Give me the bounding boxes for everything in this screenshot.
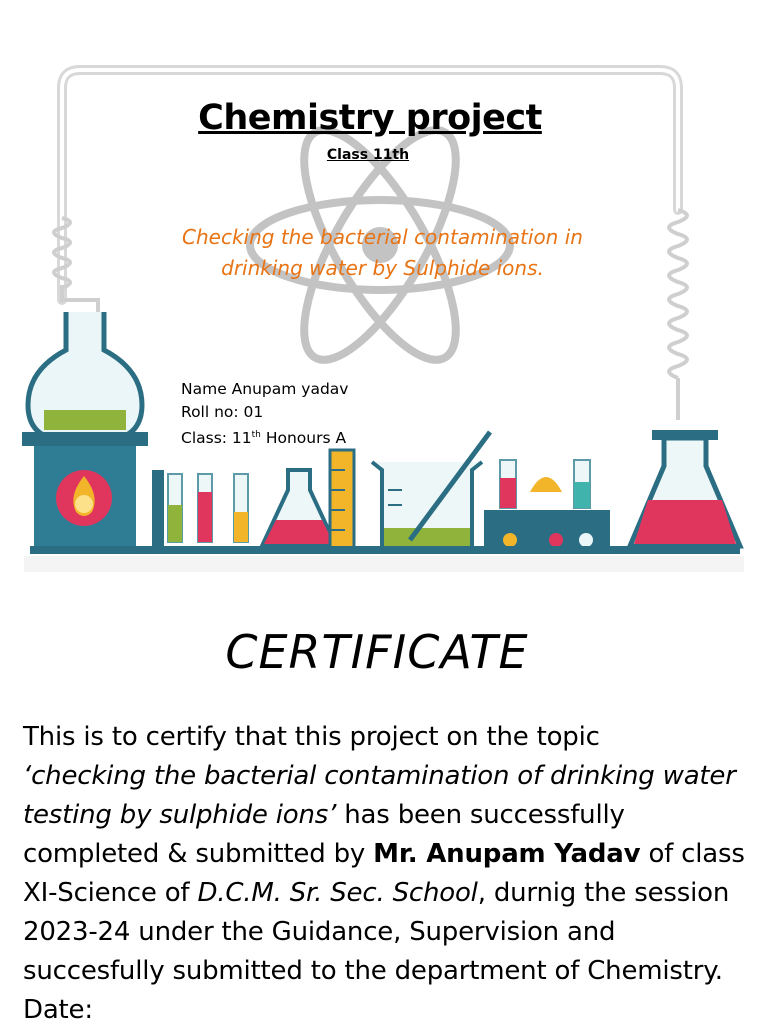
certificate-school: D.C.M. Sr. Sec. School (197, 878, 478, 908)
cover-topic-line-2: drinking water by Sulphide ions. (221, 256, 544, 280)
lab-shelf (30, 546, 740, 554)
student-class-sup: th (251, 430, 261, 440)
beaker-icon (372, 432, 490, 548)
student-class-prefix: Class: 11 (181, 429, 252, 448)
tube-tray-icon (484, 460, 610, 548)
student-name: Name Anupam yadav (181, 380, 349, 398)
lab-shelf-shadow (24, 556, 744, 572)
certificate-text-2: of class XI-Science of (23, 839, 745, 908)
student-info (181, 378, 348, 450)
coil-right-icon (669, 210, 687, 420)
student-roll: Roll no: 01 (181, 403, 264, 421)
certificate-student: Mr. Anupam Yadav (373, 839, 641, 869)
cover-title: Chemistry project (198, 98, 542, 138)
certificate-intro: This is to certify that this project on the topic (23, 722, 600, 752)
certificate-date-label: Date: (23, 995, 93, 1025)
cover-class: Class 11th (326, 147, 410, 163)
round-flask-icon (28, 312, 142, 440)
test-tube-rack-icon (152, 470, 248, 548)
certificate-text-1: has been successfully completed & submitted by (23, 800, 625, 869)
certificate-heading: CERTIFICATE (225, 625, 529, 679)
burner-icon (22, 432, 148, 546)
graduated-cylinder-icon (330, 450, 354, 548)
cover-topic (160, 222, 605, 284)
certificate-text-3: , durnig the session 2023-24 under the Guidance, Supervision and succesfully submitted to the department of Chemistry. (23, 878, 730, 986)
certificate-topic: ‘checking the bacterial contamination of drinking water testing by sulphide ions’ (23, 761, 736, 830)
erlenmeyer-flask-icon (630, 430, 740, 546)
student-class (181, 424, 348, 450)
small-flask-icon (262, 470, 336, 546)
certificate-body (23, 718, 758, 1030)
student-class-suffix: Honours A (260, 429, 347, 448)
cover-topic-line-1: Checking the bacterial contamination in (182, 225, 583, 249)
